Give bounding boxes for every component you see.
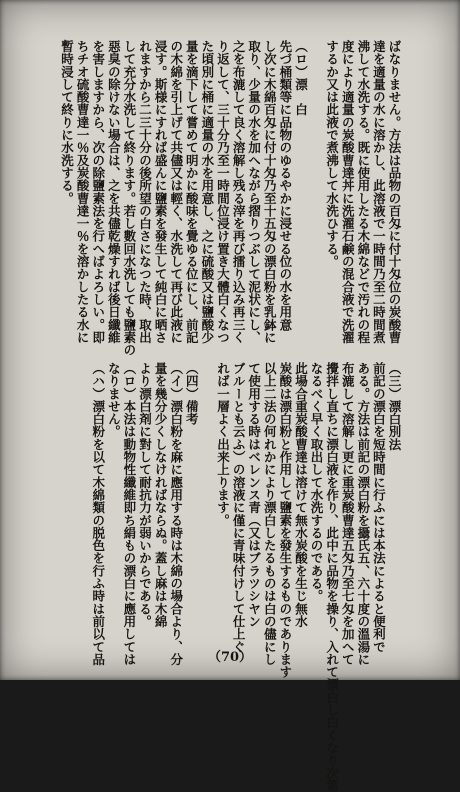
upper-text-spacer (308, 40, 324, 340)
lower-text-line: なるべく早く取出して水洗するのである。 (309, 362, 325, 603)
lower-text-line: （ロ）本法は動物性纖維即ち絹もの漂白に應用しては (121, 362, 137, 666)
lower-text-line: より漂白剤に對して耐抗力が弱いからである。 (137, 362, 153, 628)
lower-text-line: （四）備考 (184, 362, 200, 426)
upper-text-line: り返して、三十分乃至一時間位浸け置き大體白くなつ (215, 40, 231, 344)
upper-text-line: 沸して水洗する。既に使用したる木綿などで汚れの程 (355, 40, 371, 344)
lower-text-line: ブルーとも云ふ）の溶液に僅に青味付けして仕上ぐ (231, 362, 247, 653)
upper-text-line: 度により適量の炭酸曹達丼に洗濯石鹸の混合液で洗濯 (340, 40, 356, 344)
upper-text-line: 惡臭の除けない場合は、之を共儘乾燥すれば後日纖維 (106, 40, 122, 344)
lower-text-line: （ハ）漂白粉を以て木綿類の脱色を行ふ時は前以て品 (90, 362, 106, 666)
lower-text-line: て使用する時はベレンス青（又はブラツシヤン (246, 362, 262, 628)
upper-text-line: 量を滴下して嘗めて明かに酸味を覺ゆる位にし、前記 (184, 40, 200, 344)
lower-text-line: （イ）漂白粉を麻に應用する時は木綿の場合より、分 (168, 362, 184, 666)
upper-text-line: た頃別に桶に適量の水を用意し、之に硫酸又は鹽酸少 (199, 40, 215, 344)
upper-text-line: し次に木綿百匁に付十匁乃至十五匁の漂白粉を乳鉢に (262, 40, 278, 344)
lower-text-line: 前記の漂白を短時間に行ふには本法によると便利で (371, 362, 387, 653)
upper-text-line: 取り、少量の水を加へながら摺りつぶして泥状にし、 (246, 40, 262, 344)
upper-text-block (52, 40, 402, 357)
lower-text-line: 以上二法の何れかにより漂白したるものは白の儘にし (262, 362, 278, 666)
lower-text-line: 攪拌し直ちに漂白液を作り、此中に品物を操り、入れて漂白し白くなり次第 (324, 362, 340, 792)
upper-text-line: （ロ）漂 白 (293, 40, 309, 116)
upper-text-line: を害しますから、次の除鹽素法を行へばよろしい。即 (90, 40, 106, 344)
lower-text-line: 此場合重炭酸曹達は溶けて無水炭酸を生じ無水 (293, 362, 309, 628)
lower-text-line: なりません。 (106, 362, 122, 438)
upper-text-line: ばなりません。方法は品物の百匁に付十匁位の炭酸曹 (387, 40, 402, 344)
lower-text-spacer (199, 362, 215, 624)
upper-text-line: して充分水洗して終ります。若し數回水洗しても鹽素の (121, 40, 137, 357)
upper-text-line: 浸す。斯様にすれば盛んに鹽素を發生して純白に晒さ (153, 40, 169, 344)
lower-text-line: 量を幾分少くしなければならぬ。蓋し麻は木綿 (153, 362, 169, 628)
upper-text-line: 之を布漉して良く溶解し残る滓を再び擂り込み再三く (231, 40, 247, 344)
lower-text-line: ある。方法は前記の漂白粉を攝氏五、六十度の溫湯に (355, 362, 371, 666)
upper-text-line: 暫時浸して終りに水洗する。 (59, 40, 75, 205)
page-number: （70） (207, 650, 253, 665)
lower-text-line: （三）漂白別法 (387, 362, 402, 451)
upper-text-line: 達を適量の水に溶かし、此溶液で一時間乃至二時間煮 (371, 40, 387, 344)
lower-text-line: 炭酸は漂白粉と作用して鹽素を發生するものであります (277, 362, 293, 679)
lower-text-line: 布漉して溶解し更に重炭酸曹達五匁乃至七匁を加へて (340, 362, 356, 666)
upper-text-line: ちチオ硫酸曹達一％及炭酸曹達一％を溶かしたる水に (75, 40, 91, 344)
upper-text-line: の木綿を引上げて共儘又は輕く、水洗して再び此液に (168, 40, 184, 344)
lower-text-line: れば一層よく出来上ります。 (215, 362, 231, 527)
upper-text-line: れますから二三十分の後所望の白さになつた時、取出 (137, 40, 153, 344)
upper-text-line: するか又は此液で煮沸して水洗ひする。 (324, 40, 340, 268)
upper-text-line: 先づ桶類等に品物のゆるやかに浸せる位の水を用意 (277, 40, 293, 331)
